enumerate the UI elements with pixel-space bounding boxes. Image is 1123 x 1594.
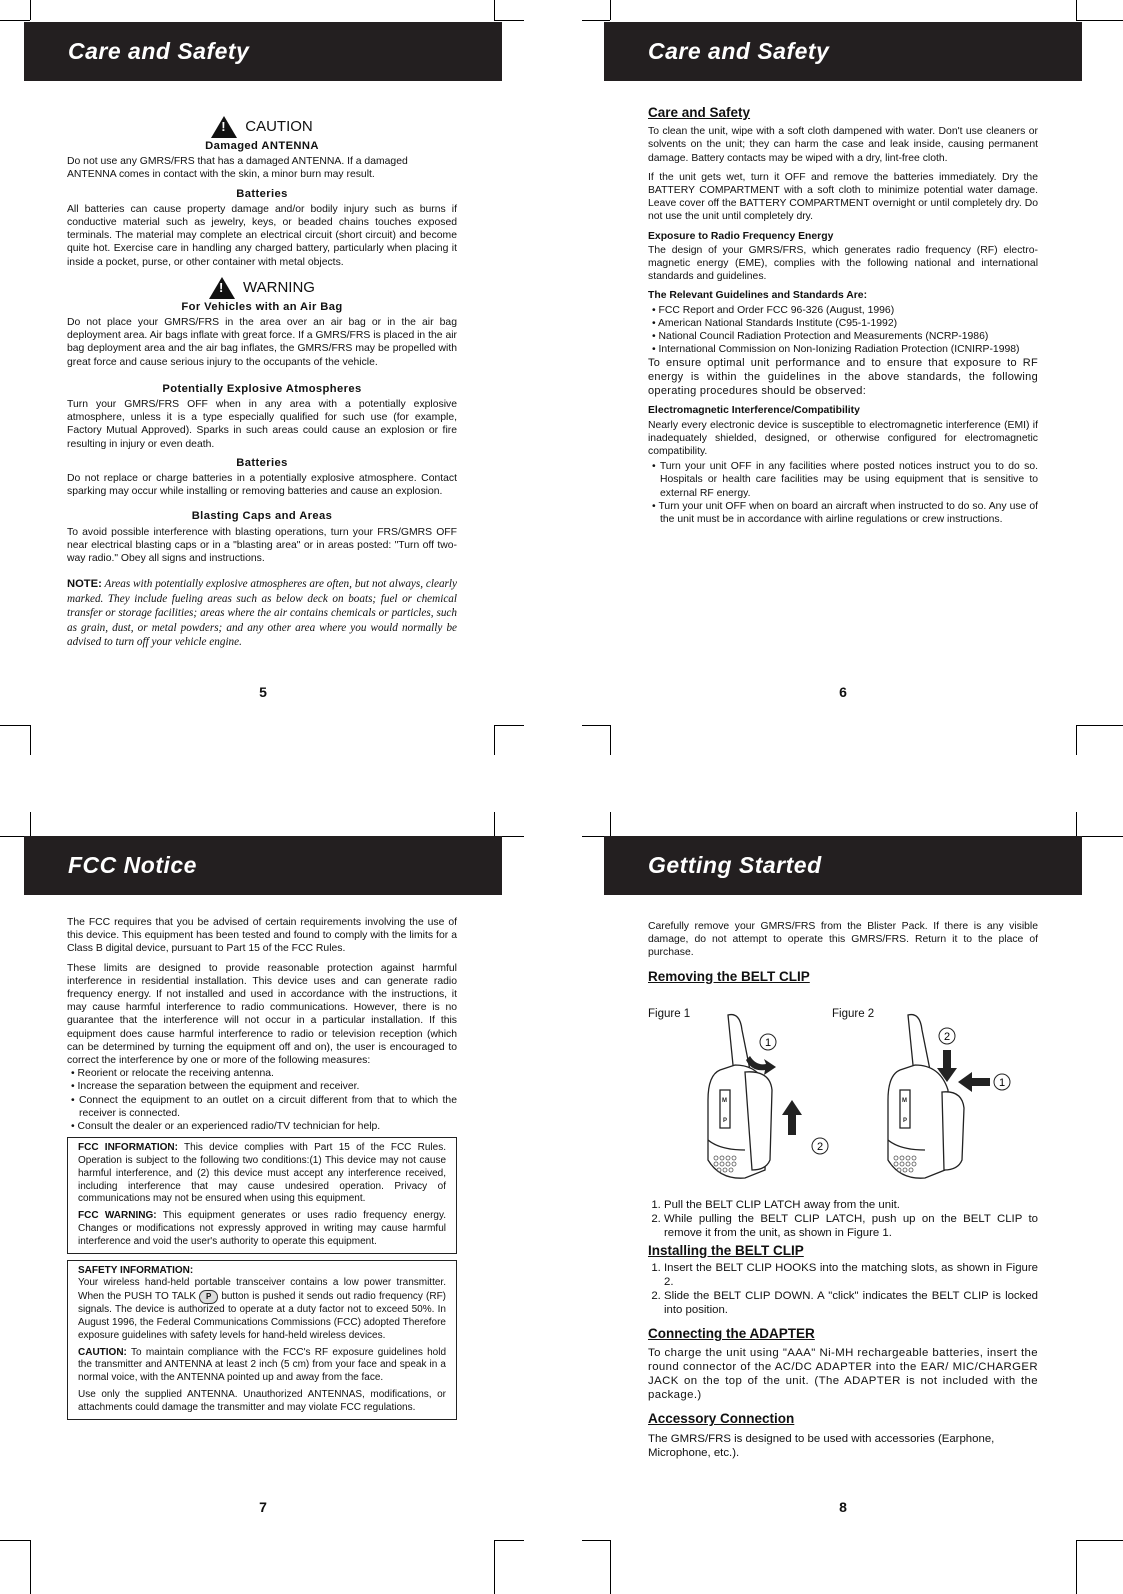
page-number-5: 5 — [259, 684, 267, 700]
caution-text: To maintain compliance with the FCC's RF exposure guidelines hold the transmitter and ANTENNA at least 2 inch (5 cm) from your face and speak in a normal voice, with the ANTENNA pointed up and away from the face. — [78, 1346, 446, 1384]
safety-label: SAFETY INFORMATION: — [78, 1264, 194, 1276]
page6-content — [648, 106, 1038, 530]
page5-content — [67, 108, 457, 655]
page7-header: FCC Notice — [24, 836, 502, 895]
antenna-usage-text: Use only the supplied ANTENNA. Unauthorized ANTENNAS, modifications, or attachments could damage the transmitter and may violate FCC regulations. — [78, 1389, 446, 1413]
callout-1: 1 — [764, 1037, 772, 1049]
blasting-text: To avoid possible interference with blasting operations, turn your FRS/GMRS OFF near electrical blasting caps or in a "blasting area" or in areas posted: "Turn off two-way radio." Obey all signs and instructions. — [67, 526, 457, 565]
fcc-text-1: The FCC requires that you be advised of certain requirements involving the use of this device. This equipment has been tested and found to comply with the limits for a Class B digital device, pursuant to Part 15 of the FCC Rules. — [67, 917, 457, 955]
figure-2-illustration — [880, 1010, 1030, 1185]
callout-1: 1 — [998, 1077, 1006, 1089]
blasting-heading: Blasting Caps and Areas — [191, 510, 333, 523]
note-label: NOTE: — [67, 578, 102, 591]
page7-content — [67, 916, 457, 1426]
installing-heading: Installing the BELT CLIP — [648, 1243, 804, 1258]
accessory-heading: Accessory Connection — [648, 1411, 795, 1427]
list-item: • Turn your unit OFF when on board an aircraft when instructed to do so. Any use of the unit must be in accordance with airline regulations or crew instructions. — [648, 500, 1038, 526]
list-item: • Reorient or relocate the receiving antenna. — [67, 1067, 457, 1080]
batteries2-heading: Batteries — [236, 456, 288, 469]
list-item: • Increase the separation between the equipment and receiver. — [67, 1080, 457, 1093]
guidelines-list — [648, 304, 1038, 357]
figure-1-illustration — [690, 1010, 840, 1185]
note-paragraph — [67, 577, 457, 649]
page-number-6: 6 — [839, 684, 847, 700]
arrow-left-icon — [958, 1072, 990, 1092]
fcc-text-2: These limits are designed to provide reasonable protection against harmful interference in residential installation. This device uses and can generate radio frequency energy. If not installed and used in accordance with the instructions, it may cause harmful interference to radio communications. However, there is no guarantee that the interference will not occur in a particular installation. If this equipment does cause harmful interference to radio or television reception (which can be determined by turning the equipment off and on), the user is encouraged to correct the interference by one or more of the following measures: — [67, 962, 457, 1067]
warning-label: WARNING — [243, 279, 315, 297]
fcc-warning-label: FCC WARNING: — [78, 1210, 157, 1222]
page8-header: Getting Started — [604, 836, 1082, 895]
svg-text:M: M — [722, 1098, 727, 1104]
airbag-text: Do not place your GMRS/FRS in the area over an air bag or in the air bag deployment area. Air bags inflate with great force. If a GMRS/FRS is placed in the air bag deployment area and the air bag inflates, the GMRS/FRS may be propelled with great force and cause serious injury to the occupants of the vehicle. — [67, 317, 457, 368]
list-item: • Connect the equipment to an outlet on a circuit different from that to which the receiver is connected. — [67, 1094, 457, 1120]
callout-2: 2 — [943, 1031, 951, 1043]
emi-heading: Electromagnetic Interference/Compatibility — [648, 405, 860, 417]
page8-steps — [648, 1198, 1038, 1466]
list-item: • Turn your unit OFF in any facilities where posted notices instruct you to do so. Hospitals or health care facilities may be using equipment that is sensitive to external RF energy. — [648, 460, 1038, 500]
warning-banner — [67, 277, 457, 299]
measures-list — [67, 1067, 457, 1133]
explosive-text: Turn your GMRS/FRS OFF when in any area with a potentially explosive atmosphere, unless it is a type especially qualified for such use (for example, Factory Mutual Approved). Sparks in such areas could cause an explosion or fire resulting in injury or even death. — [67, 399, 457, 450]
care-text-1: To clean the unit, wipe with a soft cloth dampened with water. Don't use cleaners or solvents on the unit; they can harm the case and leak inside, causing permanent damage. Battery contacts may be wiped with a dry, lint-free cloth. — [648, 126, 1038, 164]
page5-header: Care and Safety — [24, 22, 502, 81]
accessory-text: The GMRS/FRS is designed to be used with accessories (Earphone, Microphone, etc.). — [648, 1432, 995, 1459]
safety-info-box — [67, 1260, 457, 1420]
intro-text: Carefully remove your GMRS/FRS from the Blister Pack. If there is any visible damage, do not attempt to operate this GMRS/FRS. Return it to the place of purchase. — [648, 921, 1038, 959]
caution-label: CAUTION — [245, 118, 313, 136]
page-number-7: 7 — [259, 1499, 267, 1515]
figure-2-label: Figure 2 — [832, 1008, 875, 1020]
svg-text:P: P — [723, 1118, 728, 1124]
list-item: 2. Slide the BELT CLIP DOWN. A "click" indicates the BELT CLIP is locked into position. — [664, 1289, 1038, 1317]
batteries2-text: Do not replace or charge batteries in a potentially explosive atmosphere. Contact sparking may occur while installing or removing batteries and cause an explosion. — [67, 473, 457, 498]
adapter-text: To charge the unit using "AAA" Ni-MH rechargeable batteries, insert the round connector of the AC/DC ADAPTER into the EAR/ MIC/CHARGER JACK on the top of the unit. (The ADAPTER is not included with the package.) — [648, 1347, 1038, 1402]
antenna-heading: Damaged ANTENNA — [205, 140, 319, 152]
list-item: • Consult the dealer or an experienced radio/TV technician for help. — [67, 1120, 457, 1133]
ptt-button-icon: P — [199, 1290, 218, 1304]
page8-intro-block — [648, 920, 1038, 989]
optimal-text: To ensure optimal unit performance and to ensure that exposure to RF energy is within the guidelines in the above standards, the following operating procedures should be observed: — [648, 357, 1038, 398]
explosive-heading: Potentially Explosive Atmospheres — [162, 382, 362, 395]
adapter-heading: Connecting the ADAPTER — [648, 1326, 815, 1342]
page-number-8: 8 — [839, 1499, 847, 1515]
svg-text:P: P — [903, 1118, 908, 1124]
fcc-info-text: This device complies with Part 15 of the FCC Rules. Operation is subject to the following two conditions:(1) This device may not cause harmful interference, and (2) this device must accept any interference received, including interference that may cause undesired operation. Privacy of communications may not be ensured when using this equipment. — [78, 1142, 446, 1205]
safety-text-b: button is pushed it sends out radio frequency (RF) signals. The device is authorized to operate at a duty factor not to exceed 50%. In August 1996, the Federal Communications Commissions (FCC) adopted Therefore exposure guidelines with safety levels for hand-held wireless devices. — [78, 1291, 447, 1341]
arrow-up-icon — [782, 1100, 802, 1135]
emi-text: Nearly every electronic device is susceptible to electromagnetic interference (EMI) if inadequately shielded, designed, or otherwise configured for electromagnetic compatibility. — [648, 419, 1038, 458]
figure-1-label: Figure 1 — [648, 1008, 691, 1020]
rf-text: The design of your GMRS/FRS, which generates radio frequency (RF) electro-magnetic energy (EME), complies with the following national and international standards and guidelines. — [648, 244, 1038, 283]
page6-header: Care and Safety — [604, 22, 1082, 81]
list-item: • FCC Report and Order FCC 96-326 (August, 1996) — [648, 304, 1038, 317]
removing-heading: Removing the BELT CLIP — [648, 968, 810, 984]
list-item: • National Council Radiation Protection and Measurements (NCRP-1986) — [648, 330, 1038, 343]
antenna-text: Do not use any GMRS/FRS that has a damaged ANTENNA. If a damaged ANTENNA comes in contact with the skin, a minor burn may result. — [67, 156, 408, 181]
emi-list — [648, 460, 1038, 526]
list-item: 1. Insert the BELT CLIP HOOKS into the matching slots, as shown in Figure 2. — [664, 1261, 1038, 1289]
guidelines-heading: The Relevant Guidelines and Standards Are: — [648, 290, 868, 302]
care-heading: Care and Safety — [648, 105, 751, 120]
warning-triangle-icon: ! — [209, 277, 235, 299]
fcc-info-box — [67, 1137, 457, 1253]
safety-text-a: Your wireless hand-held portable transceiver contains a low power transmitter. When the PUSH TO TALK — [78, 1277, 446, 1303]
removing-steps — [648, 1198, 1038, 1240]
fcc-warning-text: This equipment generates or uses radio frequency energy. Changes or modifications not expressly approved in writing may cause harmful interference and void the user's authority to operate this equipment. — [78, 1210, 446, 1247]
batteries-text: All batteries can cause property damage and/or bodily injury such as burns if conductive material such as jewelry, keys, or beaded chains touches exposed terminals. The material may complete an electrical circuit (short circuit) and become quite hot. Exercise care in handling any charged battery, particularly when placing it inside a pocket, purse, or other container with metal objects. — [67, 203, 457, 268]
callout-2: 2 — [816, 1141, 824, 1153]
fcc-info-label: FCC INFORMATION: — [78, 1142, 178, 1154]
installing-steps — [648, 1261, 1038, 1317]
caution-banner — [67, 116, 457, 138]
list-item: • International Commission on Non-Ionizing Radiation Protection (ICNIRP-1998) — [648, 343, 1038, 356]
list-item: • American National Standards Institute (C95-1-1992) — [648, 317, 1038, 330]
list-item: 2. While pulling the BELT CLIP LATCH, push up on the BELT CLIP to remove it from the unit, as shown in Figure 1. — [664, 1212, 1038, 1240]
airbag-heading: For Vehicles with an Air Bag — [181, 300, 343, 313]
batteries-heading: Batteries — [236, 187, 288, 200]
list-item: 1. Pull the BELT CLIP LATCH away from the unit. — [664, 1198, 1038, 1212]
care-text-2: If the unit gets wet, turn it OFF and remove the batteries immediately. Dry the BATTERY COMPARTMENT with a soft cloth to minimize potential water damage. Leave cover off the BATTERY COMPARTMENT overnight or until completely dry. Do not use the unit until completely dry. — [648, 171, 1038, 223]
note-text: Areas with potentially explosive atmospheres are often, but not always, clearly marked. They include fueling areas such as below deck on boats; fuel or chemical transfer or storage facilities; areas where the air contains chemicals or particles, such as grain, dust, or metal powders; and any other area where you would normally be advised to turn off your vehicle engine. — [67, 578, 457, 648]
caution-label-fcc: CAUTION: — [78, 1346, 127, 1358]
warning-triangle-icon: ! — [211, 116, 237, 138]
rf-heading: Exposure to Radio Frequency Energy — [648, 230, 834, 242]
svg-text:M: M — [902, 1098, 907, 1104]
